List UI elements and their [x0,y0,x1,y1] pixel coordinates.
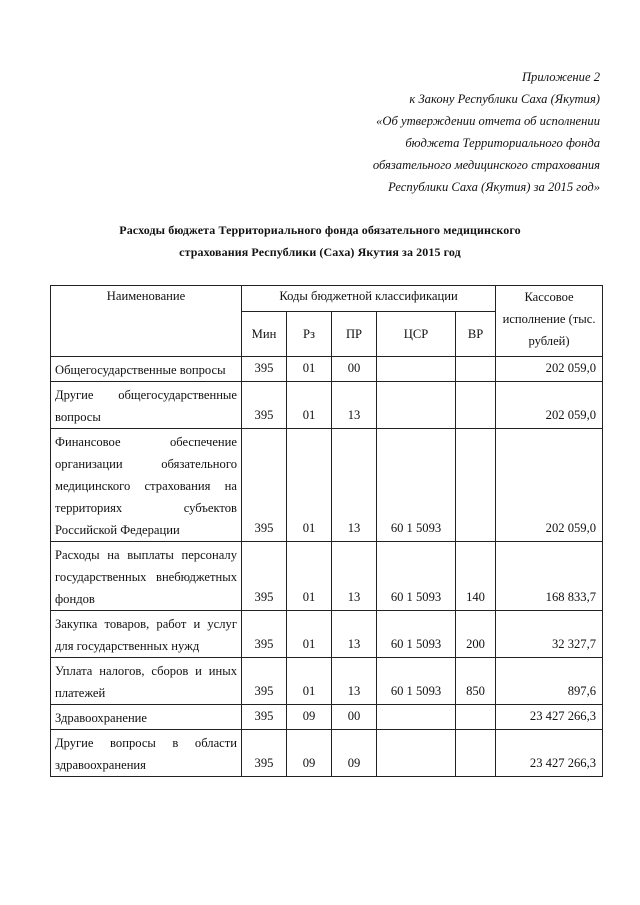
row-csr [377,730,456,777]
header-line: Республики Саха (Якутия) за 2015 год» [388,180,600,194]
row-csr: 60 1 5093 [377,611,456,658]
row-pr: 09 [332,730,377,777]
row-rz: 01 [287,429,332,542]
row-name: Расходы на выплаты персоналу государственных внебюджетных фондов [51,542,242,611]
row-rz: 09 [287,705,332,730]
row-sum: 202 059,0 [496,429,603,542]
header-line: бюджета Территориального фонда [405,136,600,150]
row-vr [456,357,496,382]
appendix-header [270,66,600,198]
row-min: 395 [242,730,287,777]
row-min: 395 [242,382,287,429]
column-header-name: Наименование [51,286,242,357]
row-pr: 13 [332,429,377,542]
table-row [51,611,603,658]
row-min: 395 [242,705,287,730]
row-pr: 13 [332,611,377,658]
row-sum: 32 327,7 [496,611,603,658]
row-rz: 01 [287,542,332,611]
row-name: Здравоохранение [51,705,242,730]
table-row [51,357,603,382]
column-header-sum: Кассовое исполнение (тыс. рублей) [496,286,603,357]
row-pr: 13 [332,382,377,429]
row-rz: 01 [287,658,332,705]
table-row [51,730,603,777]
column-header-csr: ЦСР [377,312,456,357]
row-name: Другие вопросы в области здравоохранения [51,730,242,777]
row-name: Уплата налогов, сборов и иных платежей [51,658,242,705]
expenses-table [50,285,603,777]
column-header-min: Мин [242,312,287,357]
row-rz: 01 [287,611,332,658]
row-vr [456,382,496,429]
row-csr [377,705,456,730]
row-csr: 60 1 5093 [377,542,456,611]
row-rz: 01 [287,357,332,382]
row-min: 395 [242,611,287,658]
row-rz: 01 [287,382,332,429]
table-header-row [51,286,603,312]
row-name: Другие общегосударственные вопросы [51,382,242,429]
row-sum: 23 427 266,3 [496,705,603,730]
row-sum: 202 059,0 [496,382,603,429]
header-line: обязательного медицинского страхования [372,158,600,172]
row-vr [456,705,496,730]
header-line: «Об утверждении отчета об исполнении [376,114,600,128]
row-pr: 13 [332,658,377,705]
row-csr [377,382,456,429]
row-pr: 13 [332,542,377,611]
document-title [50,219,590,263]
row-vr [456,730,496,777]
title-line: Расходы бюджета Территориального фонда обязательного медицинского [119,223,521,237]
row-sum: 202 059,0 [496,357,603,382]
table-row [51,705,603,730]
row-min: 395 [242,542,287,611]
row-pr: 00 [332,357,377,382]
row-min: 395 [242,658,287,705]
row-sum: 897,6 [496,658,603,705]
row-name: Общегосударственные вопросы [51,357,242,382]
column-header-pr: ПР [332,312,377,357]
column-header-codes: Коды бюджетной классификации [242,286,496,312]
row-vr [456,429,496,542]
table-row [51,429,603,542]
table-row [51,658,603,705]
table-row [51,542,603,611]
title-line: страхования Республики (Саха) Якутия за 2015 год [179,245,461,259]
row-rz: 09 [287,730,332,777]
row-csr: 60 1 5093 [377,429,456,542]
row-min: 395 [242,429,287,542]
row-vr: 200 [456,611,496,658]
row-csr [377,357,456,382]
header-line: Приложение 2 [521,70,600,84]
table-row [51,382,603,429]
header-line: к Закону Республики Саха (Якутия) [409,92,600,106]
row-name: Закупка товаров, работ и услуг для государственных нужд [51,611,242,658]
column-header-rz: Рз [287,312,332,357]
row-vr: 850 [456,658,496,705]
row-pr: 00 [332,705,377,730]
row-name: Финансовое обеспечение организации обязательного медицинского страхования на территориях субъектов Российской Федерации [51,429,242,542]
row-vr: 140 [456,542,496,611]
column-header-vr: ВР [456,312,496,357]
row-csr: 60 1 5093 [377,658,456,705]
row-sum: 168 833,7 [496,542,603,611]
row-sum: 23 427 266,3 [496,730,603,777]
row-min: 395 [242,357,287,382]
